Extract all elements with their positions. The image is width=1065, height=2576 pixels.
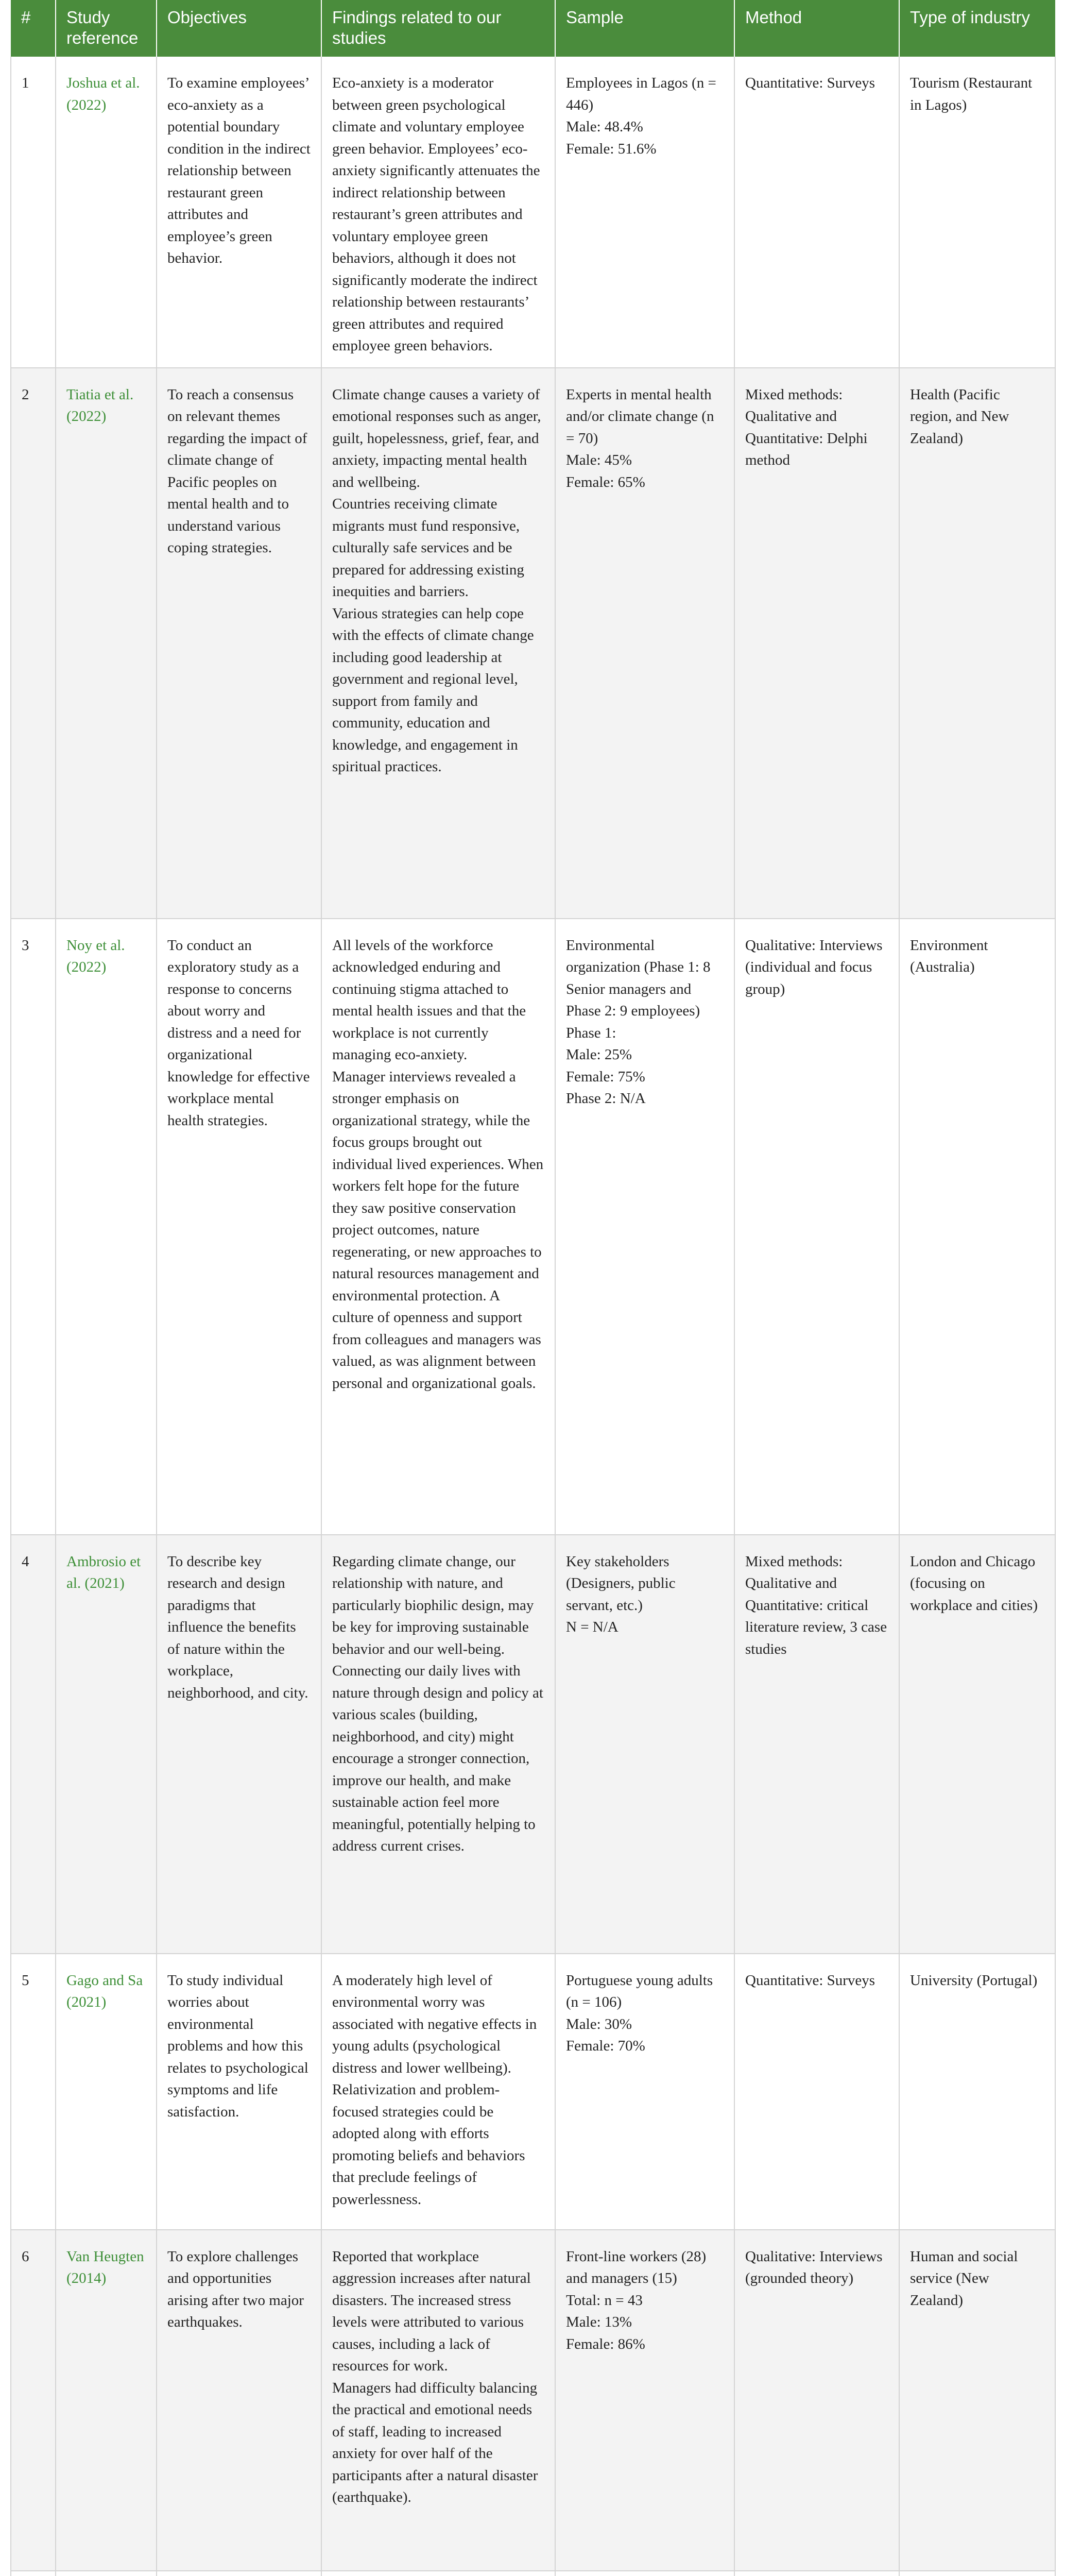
study-reference-link[interactable]: Ambrosio et al. (2021) (66, 1553, 141, 1591)
table-row (11, 57, 1055, 368)
table-row (11, 2571, 1055, 2576)
cell-findings (321, 1535, 555, 1954)
industry-text: Environment (Australia) (910, 937, 988, 975)
finding-paragraph: Manager interviews revealed a stronger emphasis on organizational strategy, while the focus groups brought out individual lived experiences. When workers felt hope for the future they saw positive conservation project outcomes, nature regenerating, or new approaches to natural resources management and environmental protection. A culture of openness and support from colleagues and managers was valued, as was alignment between personal and organizational goals. (332, 1068, 544, 1392)
finding-paragraph: Various strategies can help cope with the effects of climate change including good leadership at government and regional level, support from family and community, education and knowledge, and engagement in spiritual practices. (332, 605, 534, 775)
sample-line: Male: 13% (566, 2314, 632, 2330)
method-text: Mixed methods: Qualitative and Quantitative: Delphi method (745, 386, 868, 468)
sample-line: Key stakeholders (Designers, public servant, etc.) (566, 1553, 676, 1614)
sample-line: Total: n = 43 (566, 2292, 643, 2309)
cell-sample (555, 1535, 734, 1954)
method-text: Qualitative: Interviews (grounded theory) (745, 2248, 883, 2286)
cell-industry (899, 368, 1055, 919)
cell-method (734, 57, 899, 368)
cell-industry (899, 919, 1055, 1535)
cell-method (734, 919, 899, 1535)
cell-industry (899, 2571, 1055, 2576)
cell-objectives (157, 2571, 321, 2576)
study-reference-link[interactable]: Gago and Sa (2021) (66, 1972, 143, 2010)
cell-objectives (157, 57, 321, 368)
sample-line: Male: 48.4% (566, 118, 643, 135)
sample-line: Female: 51.6% (566, 140, 657, 157)
sample-line: Male: 30% (566, 2015, 632, 2032)
col-header-objectives: Objectives (157, 0, 321, 57)
study-reference-link[interactable]: Tiatia et al. (2022) (66, 386, 134, 425)
cell-method (734, 1535, 899, 1954)
cell-sample (555, 368, 734, 919)
cell-number (11, 368, 56, 919)
cell-number (11, 1535, 56, 1954)
industry-text: London and Chicago (focusing on workplace and cities) (910, 1553, 1038, 1614)
cell-sample (555, 57, 734, 368)
cell-study-reference (56, 919, 157, 1535)
cell-number (11, 57, 56, 368)
cell-industry (899, 2230, 1055, 2571)
col-header-number: # (11, 0, 56, 57)
cell-number (11, 919, 56, 1535)
col-header-study-reference: Study reference (56, 0, 157, 57)
finding-paragraph: Connecting our daily lives with nature through design and policy at various scales (building, neighborhood, and city) might encourage a stronger connection, improve our health, and make sustainable action feel more meaningful, potentially helping to address current crises. (332, 1663, 543, 1854)
cell-findings (321, 2571, 555, 2576)
finding-paragraph: Regarding climate change, our relationship with nature, and particularly biophilic design, may be key for improving sustainable behavior and our well-being. (332, 1553, 534, 1657)
industry-text: Tourism (Restaurant in Lagos) (910, 75, 1033, 113)
cell-objectives (157, 1954, 321, 2230)
cell-findings (321, 2230, 555, 2571)
col-header-method: Method (734, 0, 899, 57)
objectives-text: To conduct an exploratory study as a response to concerns about worry and distress and a need for organizational knowledge for effective workplace mental health strategies. (167, 937, 310, 1129)
cell-findings (321, 368, 555, 919)
cell-industry (899, 1535, 1055, 1954)
cell-number (11, 2571, 56, 2576)
row-number: 2 (22, 386, 29, 403)
cell-sample (555, 919, 734, 1535)
method-text: Mixed methods: Qualitative and Quantitative: critical literature review, 3 case studies (745, 1553, 887, 1657)
sample-line: Male: 45% (566, 452, 632, 468)
industry-text: Health (Pacific region, and New Zealand) (910, 386, 1009, 447)
cell-objectives (157, 2230, 321, 2571)
table-row (11, 1535, 1055, 1954)
finding-paragraph: Climate change causes a variety of emotional responses such as anger, guilt, hopelessness, grief, fear, and anxiety, impacting mental health and wellbeing. (332, 386, 541, 490)
cell-method (734, 368, 899, 919)
col-header-findings: Findings related to our studies (321, 0, 555, 57)
objectives-text: To study individual worries about environmental problems and how this relates to psychological symptoms and life satisfaction. (167, 1972, 308, 2120)
objectives-text: To reach a consensus on relevant themes regarding the impact of climate change of Pacific peoples on mental health and to understand various coping strategies. (167, 386, 307, 556)
sample-line: Front-line workers (28) and managers (15) (566, 2248, 707, 2286)
cell-objectives (157, 919, 321, 1535)
col-header-sample: Sample (555, 0, 734, 57)
cell-study-reference (56, 368, 157, 919)
method-text: Quantitative: Surveys (745, 75, 875, 91)
cell-industry (899, 1954, 1055, 2230)
objectives-text: To describe key research and design paradigms that influence the benefits of nature within the workplace, neighborhood, and city. (167, 1553, 308, 1701)
finding-paragraph: Managers had difficulty balancing the practical and emotional needs of staff, leading to increased anxiety for over half of the participants after a natural disaster (earthquake). (332, 2379, 538, 2505)
cell-study-reference (56, 57, 157, 368)
row-number: 3 (22, 937, 29, 954)
table-row (11, 368, 1055, 919)
row-number: 1 (22, 75, 29, 91)
study-reference-link[interactable]: Noy et al. (2022) (66, 937, 125, 975)
sample-line: N = N/A (566, 1619, 619, 1635)
finding-paragraph: Eco-anxiety is a moderator between green psychological climate and voluntary employee green behavior. Employees’ eco-anxiety significantly attenuates the indirect relationship between restaurant’s green attributes and voluntary employee green behaviors, although it does not significantly moderate the indirect relationship between restaurants’ green attributes and required employee green behaviors. (332, 75, 540, 354)
row-number: 6 (22, 2248, 29, 2265)
cell-findings (321, 1954, 555, 2230)
objectives-text: To examine employees’ eco-anxiety as a potential boundary condition in the indirect relationship between restaurant green attributes and employee’s green behavior. (167, 75, 311, 266)
cell-sample (555, 2230, 734, 2571)
cell-objectives (157, 368, 321, 919)
cell-method (734, 2230, 899, 2571)
sample-line: Portuguese young adults (n = 106) (566, 1972, 713, 2010)
table-body (11, 57, 1055, 2576)
cell-method (734, 1954, 899, 2230)
cell-number (11, 2230, 56, 2571)
finding-paragraph: Reported that workplace aggression increases after natural disasters. The increased stress levels were attributed to various causes, including a lack of resources for work. (332, 2248, 531, 2374)
row-number: 4 (22, 1553, 29, 1570)
industry-text: University (Portugal) (910, 1972, 1038, 1989)
industry-text: Human and social service (New Zealand) (910, 2248, 1018, 2309)
sample-line: Experts in mental health and/or climate change (n = 70) (566, 386, 714, 447)
header-row (11, 0, 1055, 57)
study-reference-link[interactable]: Joshua et al. (2022) (66, 75, 140, 113)
sample-line: Female: 86% (566, 2335, 645, 2352)
sample-line: Female: 70% (566, 2038, 645, 2054)
sample-line: Phase 1: (566, 1024, 616, 1041)
cell-study-reference (56, 2230, 157, 2571)
cell-objectives (157, 1535, 321, 1954)
finding-paragraph: All levels of the workforce acknowledged enduring and continuing stigma attached to mental health issues and that the workplace is not currently managing eco-anxiety. (332, 937, 526, 1063)
col-header-industry: Type of industry (899, 0, 1055, 57)
cell-method (734, 2571, 899, 2576)
finding-paragraph: A moderately high level of environmental worry was associated with negative effects in young adults (psychological distress and lower wellbeing). (332, 1972, 537, 2076)
cell-industry (899, 57, 1055, 368)
sample-line: Female: 75% (566, 1068, 645, 1085)
cell-findings (321, 919, 555, 1535)
table-header (11, 0, 1055, 57)
studies-table (10, 0, 1056, 2576)
method-text: Qualitative: Interviews (individual and focus group) (745, 937, 883, 997)
cell-sample (555, 2571, 734, 2576)
study-reference-link[interactable]: Van Heugten (2014) (66, 2248, 144, 2286)
finding-paragraph: Countries receiving climate migrants must fund responsive, culturally safe services and be prepared for addressing existing inequities and barriers. (332, 496, 524, 600)
cell-study-reference (56, 2571, 157, 2576)
cell-study-reference (56, 1954, 157, 2230)
cell-findings (321, 57, 555, 368)
table-row (11, 2230, 1055, 2571)
table-row (11, 1954, 1055, 2230)
sample-line: Employees in Lagos (n = 446) (566, 75, 716, 113)
objectives-text: To explore challenges and opportunities arising after two major earthquakes. (167, 2248, 304, 2330)
sample-line: Phase 2: N/A (566, 1090, 646, 1107)
finding-paragraph: Relativization and problem-focused strategies could be adopted along with efforts promoting beliefs and behaviors that preclude feelings of powerlessness. (332, 2081, 525, 2208)
sample-line: Male: 25% (566, 1046, 632, 1063)
row-number: 5 (22, 1972, 29, 1989)
cell-sample (555, 1954, 734, 2230)
sample-line: Environmental organization (Phase 1: 8 Senior managers and Phase 2: 9 employees) (566, 937, 711, 1019)
table-row (11, 919, 1055, 1535)
method-text: Quantitative: Surveys (745, 1972, 875, 1989)
cell-number (11, 1954, 56, 2230)
cell-study-reference (56, 1535, 157, 1954)
sample-line: Female: 65% (566, 473, 645, 490)
